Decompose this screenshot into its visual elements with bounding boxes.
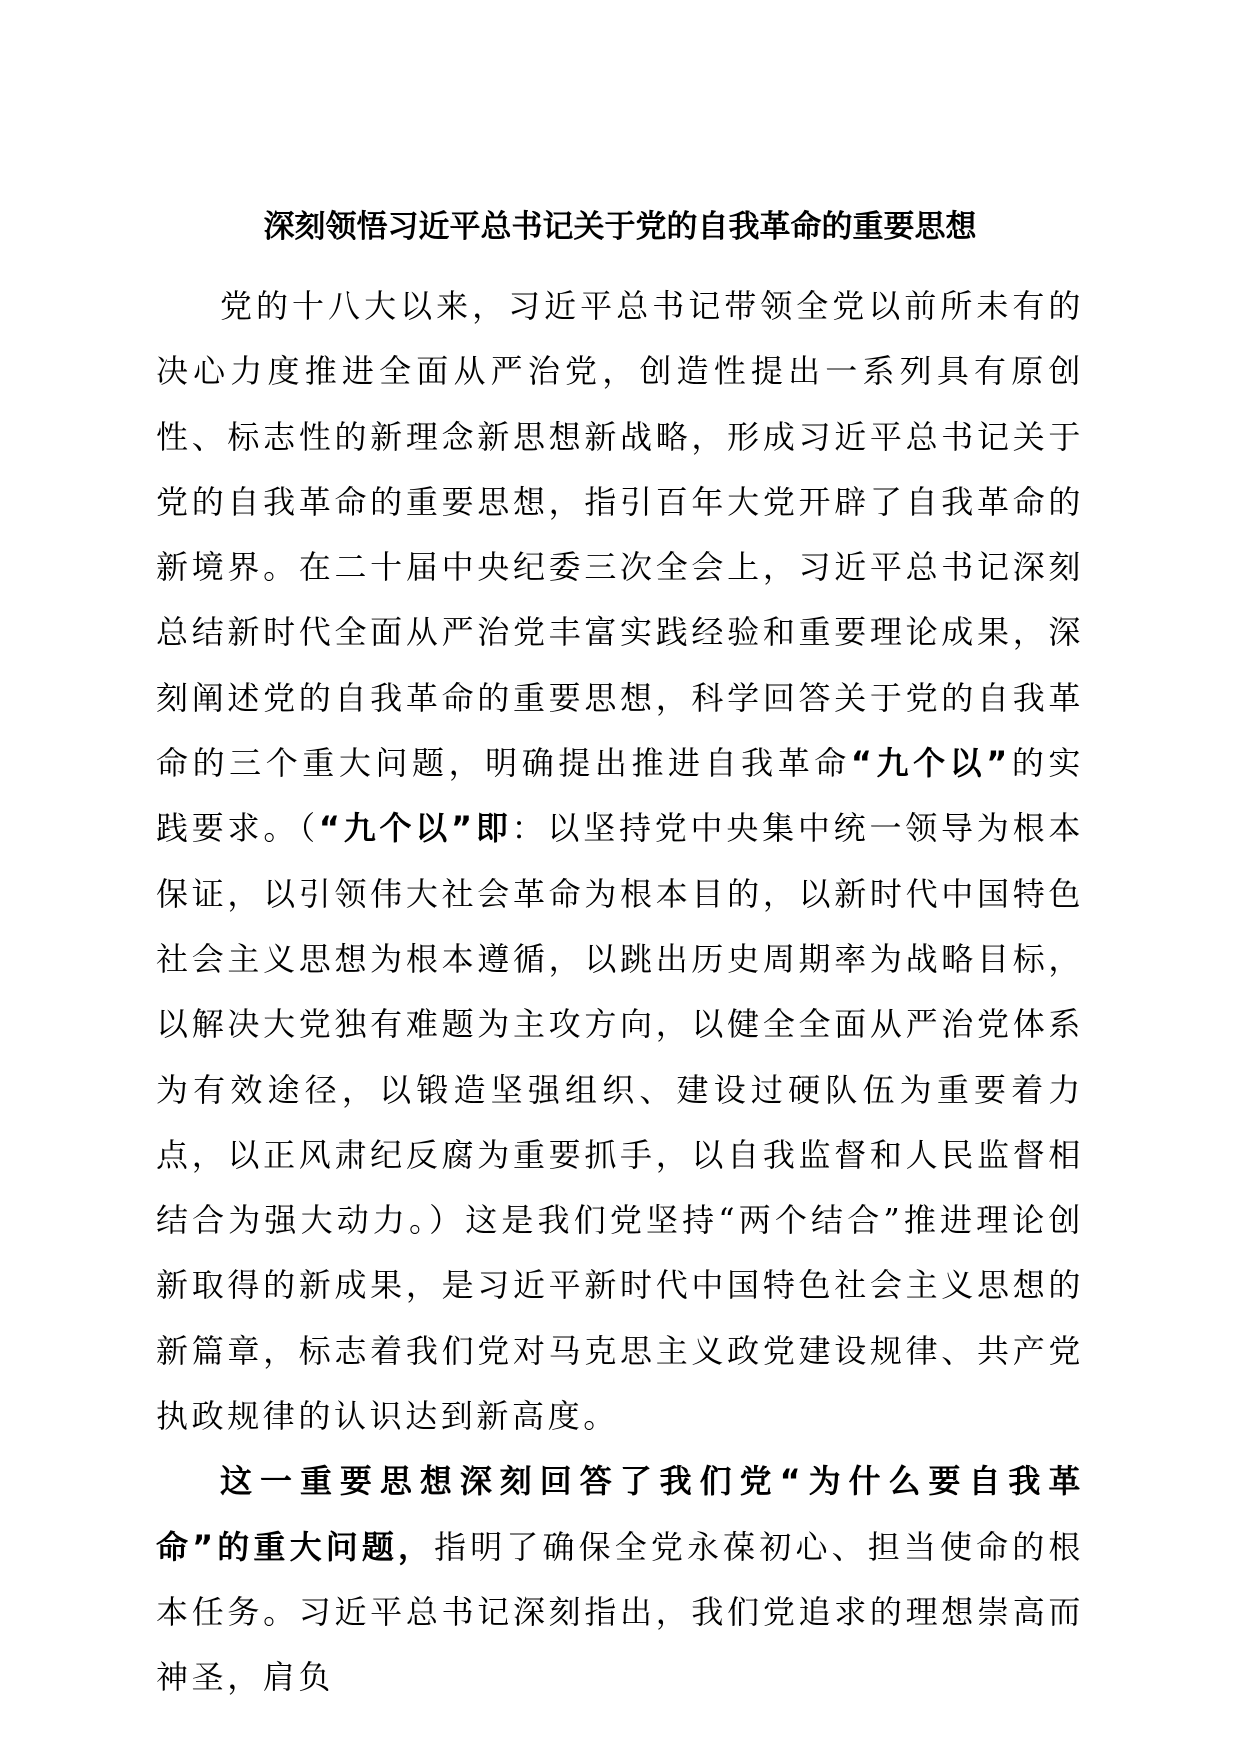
paragraph-intro-text-a: 党的十八大以来，习近平总书记带领全党以前所未有的决心力度推进全面从严治党，创造性提出一系列具有原创性、标志性的新理念新思想新战略，形成习近平总书记关于党的自我革命的重要思想，指引百年大党开辟了自我革命的新境界。在二十届中央纪委三次全会上，习近平总书记深刻总结新时代全面从严治党丰富实践经验和重要理论成果，深刻阐述党的自我革命的重要思想，科学回答关于党的自我革命的三个重大问题，明确提出推进自我革命 xyxy=(156,287,1084,783)
paragraph-why-text: 指明了确保全党永葆初心、担当使命的根本任务。习近平总书记深刻指出，我们党追求的理想崇高而神圣，肩负 xyxy=(156,1527,1084,1697)
paragraph-why-self-revolution xyxy=(156,1449,1084,1710)
nine-principles-term: “九个以” xyxy=(850,744,1011,783)
page-title: 深刻领悟习近平总书记关于党的自我革命的重要思想 xyxy=(263,209,977,245)
paragraph-intro-text-b: 的实践要求。（ xyxy=(156,744,1084,848)
paragraph-lead-sentence: 这一重要思想深刻回答了我们党“为什么要自我革命”的重大问题， xyxy=(156,1462,1084,1566)
document-body xyxy=(156,274,1084,1711)
paragraph-intro-text-c: ：以坚持党中央集中统一领导为根本保证，以引领伟大社会革命为根本目的，以新时代中国特色社会主义思想为根本遵循，以跳出历史周期率为战略目标，以解决大党独有难题为主攻方向，以健全全面从严治党体系为有效途径，以锻造坚强组织、建设过硬队伍为重要着力点，以正风肃纪反腐为重要抓手，以自我监督和人民监督相结合为强大动力。）这是我们党坚持“两个结合”推进理论创新取得的新成果，是习近平新时代中国特色社会主义思想的新篇章，标志着我们党对马克思主义政党建设规律、共产党执政规律的认识达到新高度。 xyxy=(156,809,1084,1436)
nine-principles-definition-label: “九个以”即 xyxy=(318,809,512,848)
paragraph-intro xyxy=(156,274,1084,1449)
